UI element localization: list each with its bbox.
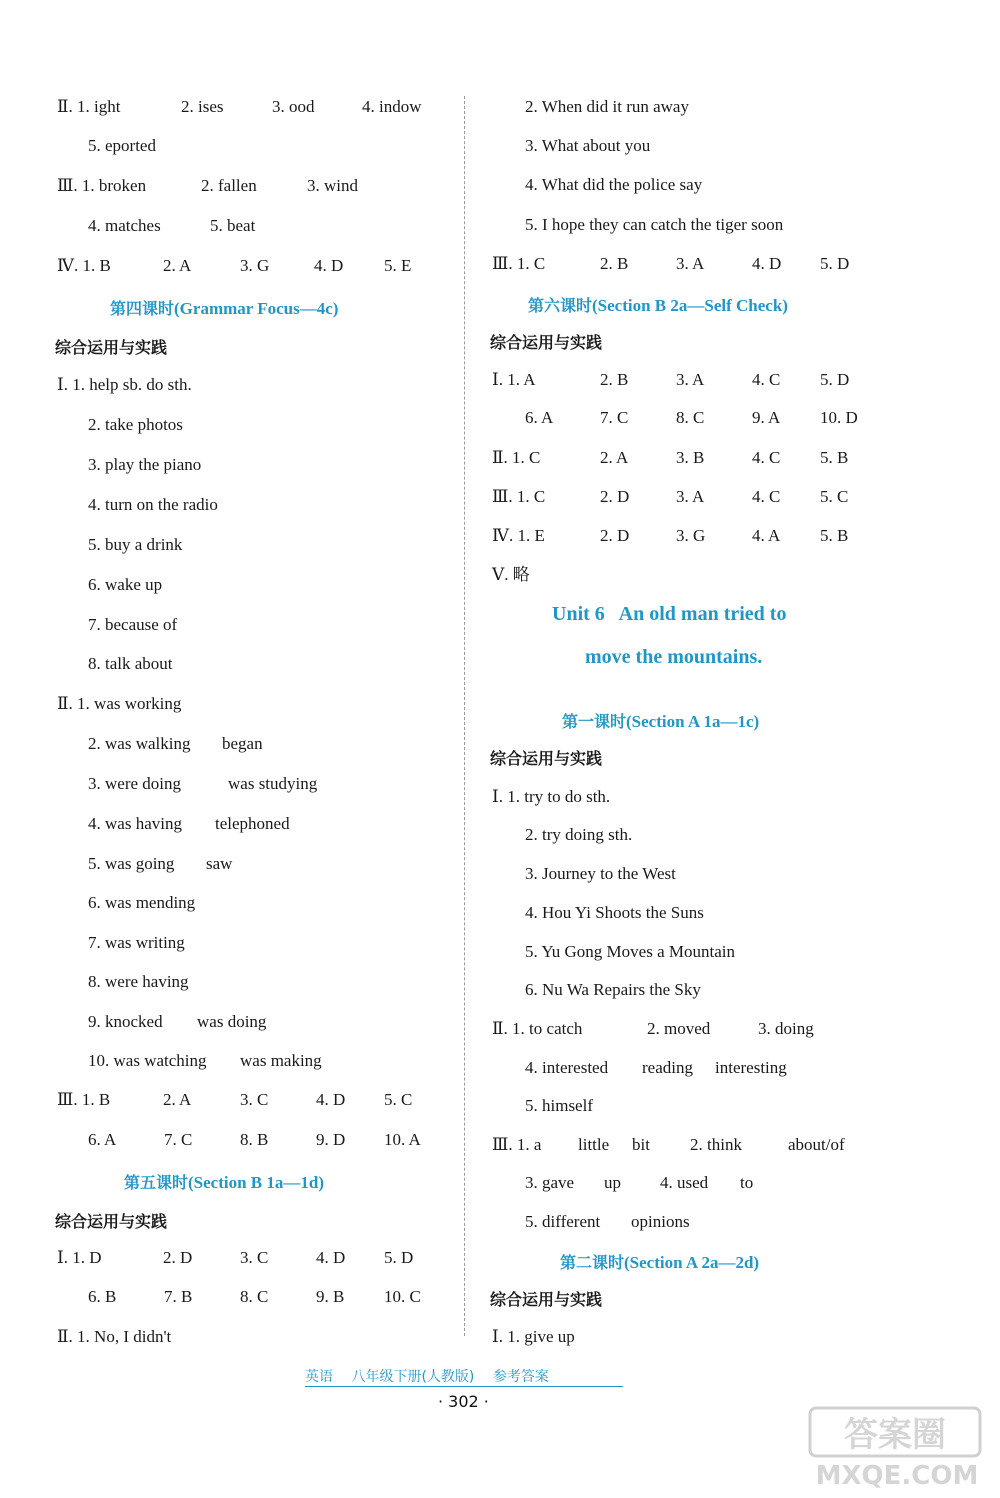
answer-text: Ⅳ. 1. B [57, 256, 111, 275]
answer-text: 6. was mending [88, 893, 196, 912]
answer-text: 10. A [384, 1130, 421, 1149]
lesson-heading-en: (Section B 2a—Self Check) [592, 296, 788, 315]
answer-text: 4. D [314, 256, 344, 275]
answer-text: 3. wind [307, 176, 358, 195]
answer-text: Ⅲ. 1. B [57, 1090, 111, 1109]
answer-text: Ⅱ. 1. was working [57, 694, 182, 713]
answer-text: 2. D [600, 526, 630, 545]
answer-text: 6. Nu Wa Repairs the Sky [525, 980, 701, 999]
lesson-heading-en: (Grammar Focus—4c) [174, 299, 339, 318]
answer-text: 5. buy a drink [88, 535, 183, 554]
answer-text: 7. B [164, 1287, 193, 1306]
svg-text:答案圈: 答案圈 [844, 1415, 946, 1455]
answer-text: saw [206, 854, 233, 873]
unit-title: Unit 6 An old man tried to [552, 603, 787, 625]
lesson-heading-cn: 第一课时 [562, 712, 627, 731]
lesson-heading-en: (Section A 1a—1c) [626, 712, 760, 731]
answer-text: 5. beat [210, 216, 256, 235]
answer-text: 2. A [600, 448, 629, 467]
section-heading: 综合运用与实践 [490, 333, 603, 352]
unit-title: move the mountains. [585, 646, 763, 668]
answer-text: 5. eported [88, 136, 156, 155]
answer-text: 5. E [384, 256, 412, 275]
answer-text: began [222, 734, 263, 753]
answer-text: was making [240, 1051, 322, 1070]
answer-text: 9. B [316, 1287, 345, 1306]
answer-text: 3. play the piano [88, 455, 202, 474]
answer-text: 3. G [240, 256, 270, 275]
answer-text: 2. D [600, 487, 630, 506]
answer-text: was studying [228, 774, 318, 793]
answer-text: 5. C [820, 487, 849, 506]
answer-text: 3. Journey to the West [525, 864, 676, 883]
answer-text: 3. gave [525, 1173, 575, 1192]
answer-text: Ⅱ. 1. ight [57, 97, 121, 116]
answer-text: 4. interested [525, 1058, 609, 1077]
answer-text: Ⅳ. 1. E [492, 526, 545, 545]
answer-text: 6. B [88, 1287, 117, 1306]
answer-text: 2. think [690, 1135, 742, 1154]
answer-text: 5. D [384, 1248, 414, 1267]
answer-text: 3. A [676, 254, 705, 273]
answer-text: bit [632, 1135, 650, 1154]
answer-text: opinions [631, 1212, 690, 1231]
watermark-logo [802, 1402, 992, 1492]
answer-text: 3. What about you [525, 136, 651, 155]
answer-text: 9. D [316, 1130, 346, 1149]
answer-text: 4. turn on the radio [88, 495, 218, 514]
answer-text: 5. D [820, 254, 850, 273]
answer-text: 2. try doing sth. [525, 825, 633, 844]
page-number: · 302 · [438, 1392, 489, 1411]
answer-text: Ⅴ. 略 [492, 565, 530, 584]
lesson-heading [560, 1250, 759, 1273]
answer-text: 7. because of [88, 615, 178, 634]
answer-text: 4. used [660, 1173, 709, 1192]
lesson-heading-cn: 第五课时 [124, 1173, 189, 1192]
answer-text: 2. was walking [88, 734, 191, 753]
answer-text: 5. I hope they can catch the tiger soon [525, 215, 784, 234]
answer-text: 5. Yu Gong Moves a Mountain [525, 942, 735, 961]
answer-text: 3. C [240, 1248, 269, 1267]
lesson-heading-en: (Section A 2a—2d) [624, 1253, 760, 1272]
answer-text: 2. take photos [88, 415, 183, 434]
answer-text: Ⅱ. 1. No, I didn't [57, 1327, 172, 1346]
answer-text: 3. ood [272, 97, 315, 116]
section-heading: 综合运用与实践 [55, 338, 168, 357]
answer-text: 2. fallen [201, 176, 257, 195]
footer-subject: 英语 [305, 1369, 333, 1385]
footer-label: 参考答案 [492, 1369, 549, 1385]
answer-text: 6. A [88, 1130, 117, 1149]
answer-text: 5. B [820, 448, 849, 467]
answer-text: 4. was having [88, 814, 182, 833]
answer-text: 3. B [676, 448, 705, 467]
answer-text: 5. different [525, 1212, 601, 1231]
answer-text: Ⅰ. 1. D [57, 1248, 102, 1267]
answer-text: 4. D [752, 254, 782, 273]
answer-text: Ⅰ. 1. help sb. do sth. [57, 375, 192, 394]
section-heading: 综合运用与实践 [490, 749, 603, 768]
page-footer [305, 1366, 623, 1387]
lesson-heading-en: (Section B 1a—1d) [188, 1173, 325, 1192]
answer-text: Ⅰ. 1. A [492, 370, 536, 389]
answer-text: 2. D [163, 1248, 193, 1267]
answer-text: 4. What did the police say [525, 175, 703, 194]
answer-text: up [604, 1173, 621, 1192]
answer-text: 4. C [752, 448, 781, 467]
answer-text: 4. A [752, 526, 781, 545]
lesson-heading [110, 296, 338, 319]
answer-text: 10. D [820, 408, 858, 427]
answer-text: 4. Hou Yi Shoots the Suns [525, 903, 704, 922]
answer-text: 2. A [163, 256, 192, 275]
answer-text: interesting [715, 1058, 787, 1077]
answer-text: 2. A [163, 1090, 192, 1109]
lesson-heading [562, 709, 759, 732]
lesson-heading [124, 1170, 324, 1193]
answer-text: 2. B [600, 254, 629, 273]
answer-text: 3. G [676, 526, 706, 545]
answer-text: 2. When did it run away [525, 97, 689, 116]
answer-text: reading [642, 1058, 693, 1077]
answer-text: about/of [788, 1135, 845, 1154]
answer-text: 2. ises [181, 97, 224, 116]
answer-text: 3. doing [758, 1019, 814, 1038]
answer-text: 3. were doing [88, 774, 182, 793]
answer-text: 10. C [384, 1287, 421, 1306]
answer-text: Ⅱ. 1. to catch [492, 1019, 583, 1038]
answer-text: 2. moved [647, 1019, 711, 1038]
answer-text: 8. B [240, 1130, 269, 1149]
answer-text: 6. A [525, 408, 554, 427]
svg-text:MXQE.COM: MXQE.COM [815, 1461, 979, 1491]
answer-text: 8. C [240, 1287, 269, 1306]
answer-text: 4. matches [88, 216, 161, 235]
answer-text: 8. C [676, 408, 705, 427]
lesson-heading-cn: 第四课时 [110, 299, 175, 318]
answer-text: Ⅲ. 1. C [492, 254, 546, 273]
answer-text: 10. was watching [88, 1051, 207, 1070]
answer-text: Ⅰ. 1. try to do sth. [492, 787, 611, 806]
answer-text: 4. D [316, 1248, 346, 1267]
section-heading: 综合运用与实践 [490, 1290, 603, 1309]
answer-text: to [740, 1173, 754, 1192]
answer-text: 5. B [820, 526, 849, 545]
answer-text: 4. D [316, 1090, 346, 1109]
answer-text: 2. B [600, 370, 629, 389]
answer-text: little [578, 1135, 610, 1154]
answer-text: 5. was going [88, 854, 175, 873]
answer-text: 4. C [752, 487, 781, 506]
answer-text: 3. A [676, 370, 705, 389]
answer-text: 9. A [752, 408, 781, 427]
lesson-heading [528, 293, 788, 316]
answer-text: 5. C [384, 1090, 413, 1109]
footer-grade: 八年级下册(人教版) [351, 1369, 475, 1385]
answer-text: telephoned [215, 814, 290, 833]
answer-text: 4. indow [362, 97, 422, 116]
lesson-heading-cn: 第二课时 [560, 1253, 625, 1272]
answer-text: Ⅲ. 1. broken [57, 176, 147, 195]
answer-text: was doing [197, 1012, 267, 1031]
answer-text: 8. were having [88, 972, 189, 991]
answer-text: 7. was writing [88, 933, 185, 952]
answer-text: 3. C [240, 1090, 269, 1109]
answer-text: Ⅱ. 1. C [492, 448, 541, 467]
answer-text: 8. talk about [88, 654, 173, 673]
answer-text: 6. wake up [88, 575, 163, 594]
section-heading: 综合运用与实践 [55, 1212, 168, 1231]
answer-text: 9. knocked [88, 1012, 163, 1031]
answer-text: 5. himself [525, 1096, 593, 1115]
answer-text: 4. C [752, 370, 781, 389]
lesson-heading-cn: 第六课时 [528, 296, 593, 315]
answer-text: 7. C [164, 1130, 193, 1149]
column-divider [464, 96, 465, 1336]
answer-text: Ⅲ. 1. a [492, 1135, 542, 1154]
answer-text: 3. A [676, 487, 705, 506]
answer-text: 5. D [820, 370, 850, 389]
answer-text: Ⅰ. 1. give up [492, 1327, 575, 1346]
answer-text: Ⅲ. 1. C [492, 487, 546, 506]
answer-text: 7. C [600, 408, 629, 427]
